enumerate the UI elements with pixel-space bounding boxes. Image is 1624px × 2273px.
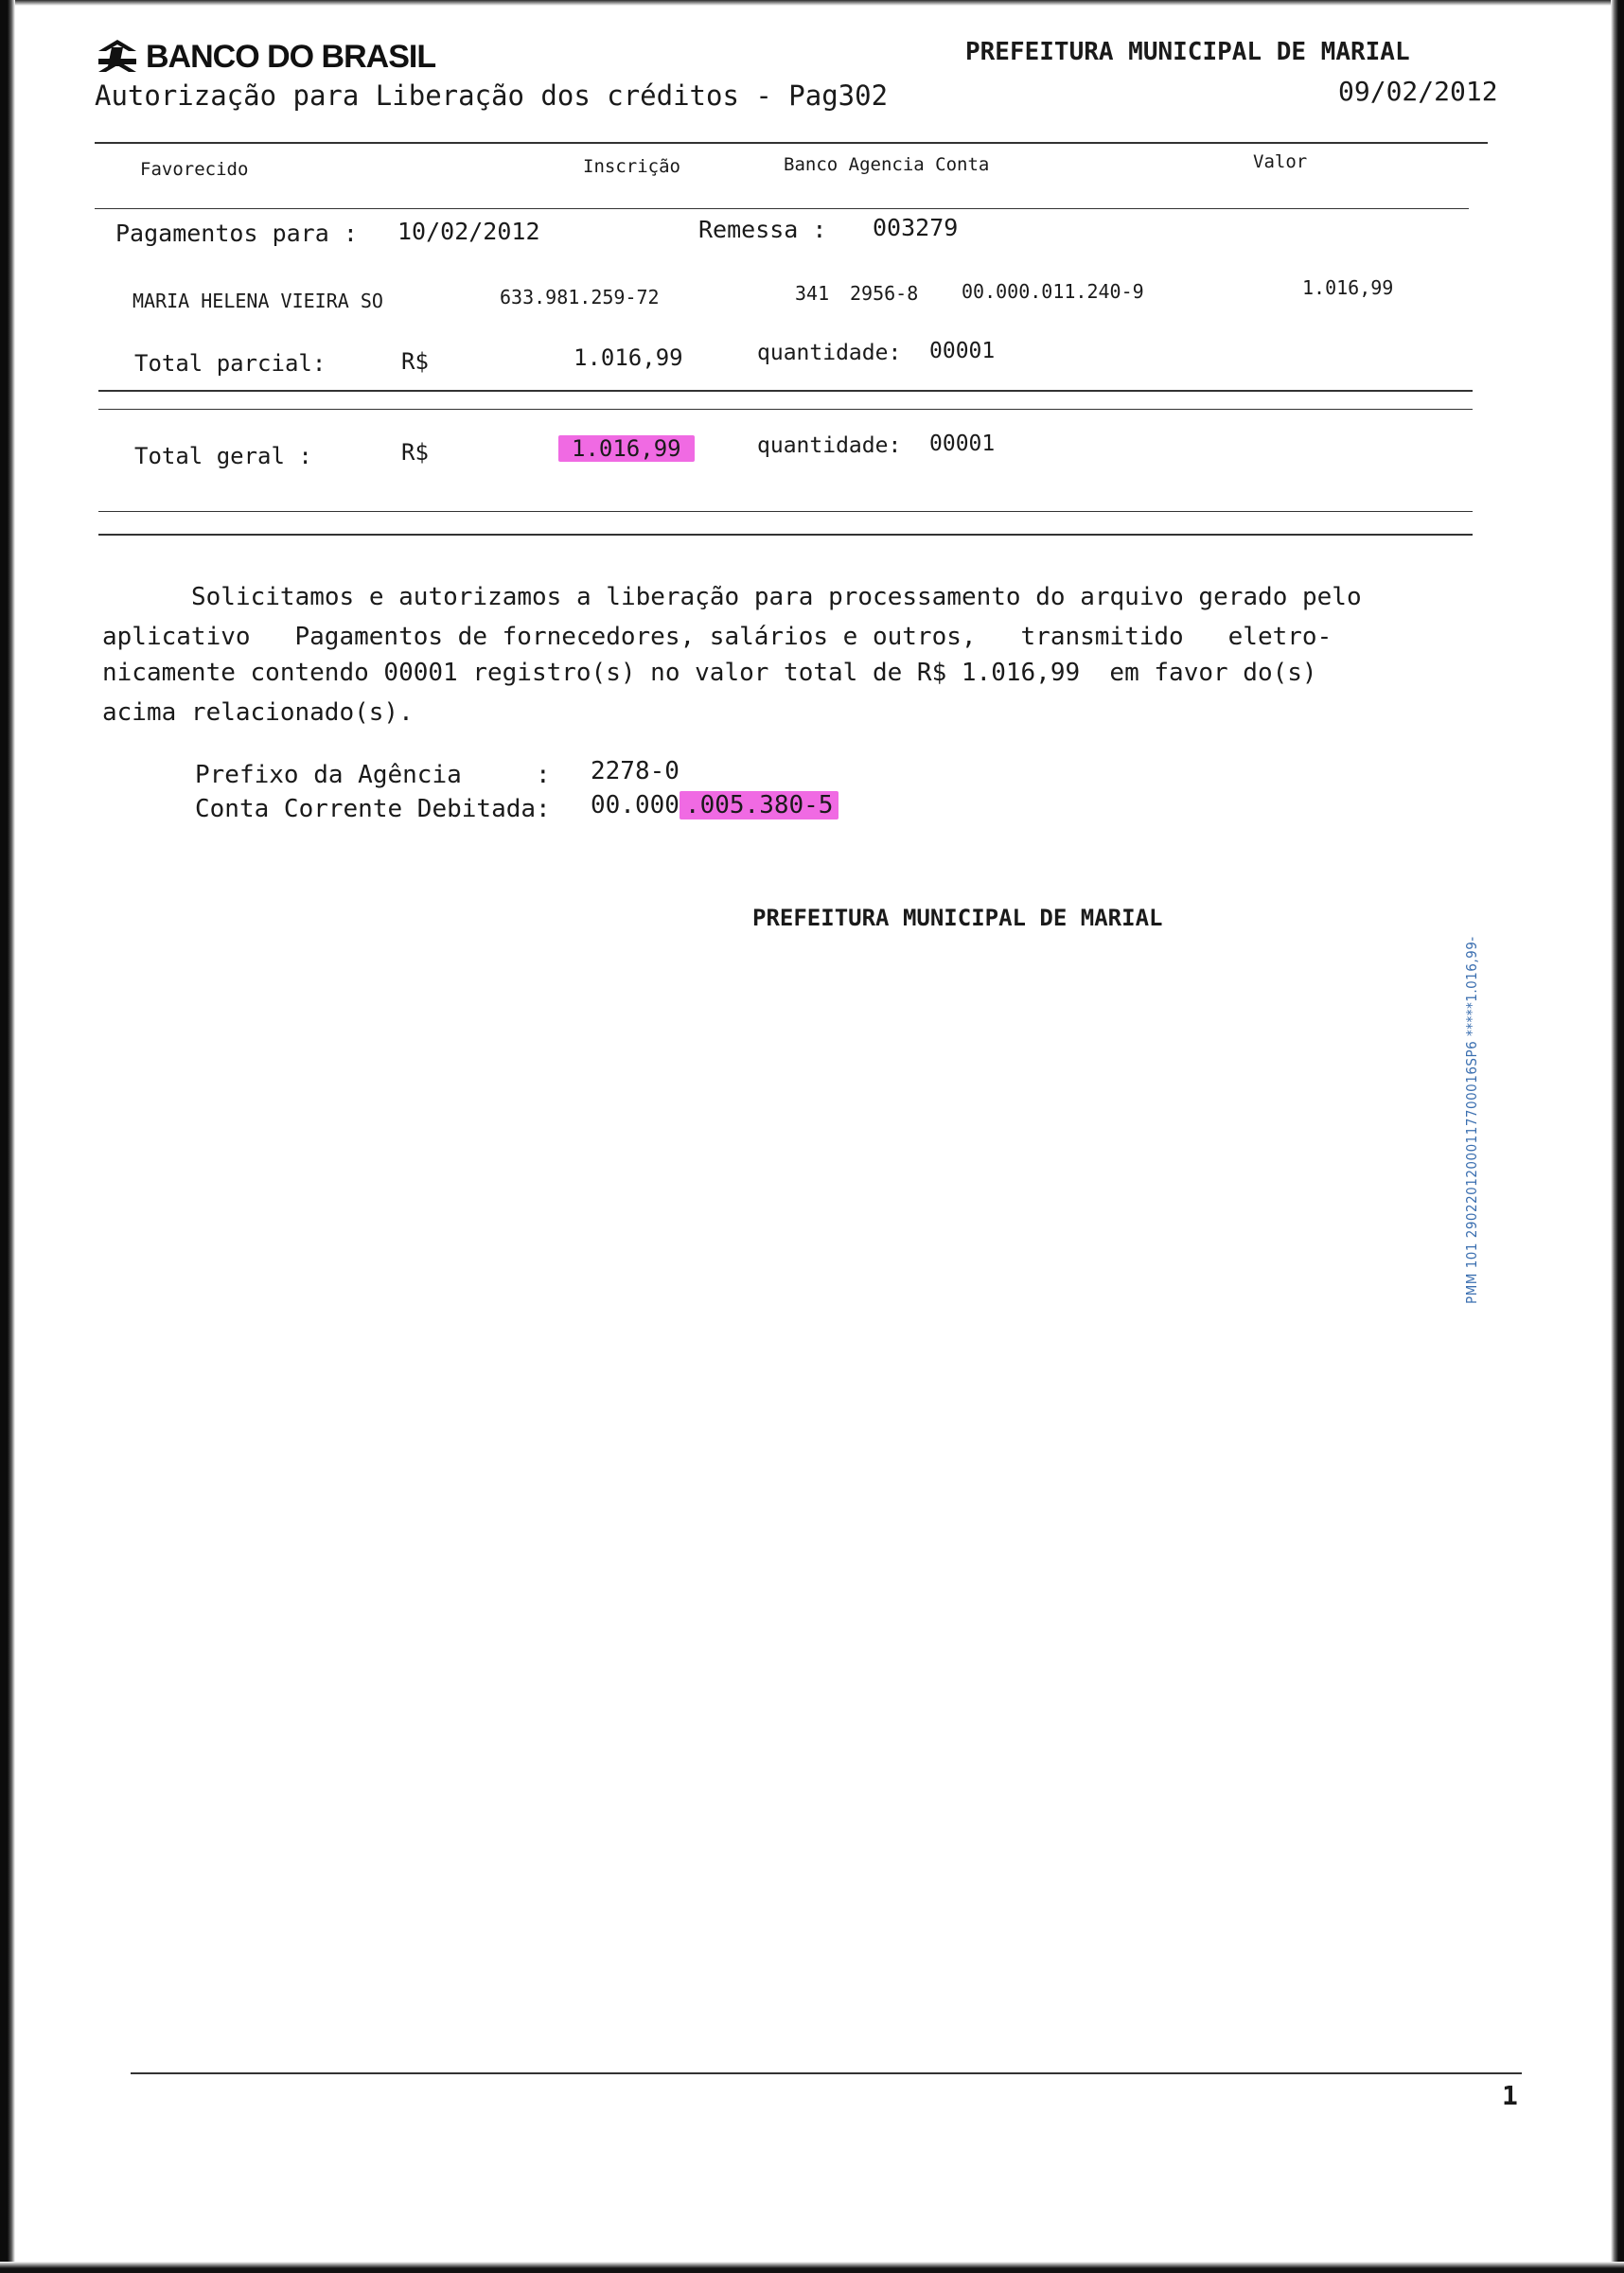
- total-parcial-qty-label: quantidade:: [757, 341, 902, 365]
- row-conta: 00.000.011.240-9: [962, 280, 1144, 303]
- paragraph-line: Solicitamos e autorizamos a liberação para processamento do arquivo gerado pelo: [191, 583, 1362, 611]
- remessa-value: 003279: [873, 214, 959, 241]
- paragraph-line: aplicativo Pagamentos de fornecedores, salários e outros, transmitido eletro-: [102, 623, 1333, 651]
- payments-label: Pagamentos para :: [115, 220, 358, 247]
- col-favorecido: Favorecido: [140, 159, 249, 180]
- agency-prefix-value: 2278-0: [591, 757, 680, 785]
- col-valor: Valor: [1253, 151, 1308, 172]
- total-geral-value: 1.016,99: [558, 435, 695, 462]
- account-value: [591, 791, 838, 819]
- page-number: 1: [1502, 2080, 1518, 2111]
- side-stamp: PMM 101 29022012000117700016SP6 *****1.016,99-: [1463, 936, 1480, 1304]
- total-parcial-label: Total parcial:: [134, 350, 327, 377]
- total-rule: [98, 511, 1473, 512]
- account-value-highlight: .005.380-5: [680, 791, 839, 819]
- paragraph-line: acima relacionado(s).: [102, 698, 414, 727]
- row-valor: 1.016,99: [1302, 276, 1394, 299]
- total-geral-label: Total geral :: [134, 443, 312, 469]
- total-geral-qty-label: quantidade:: [757, 433, 902, 458]
- row-banco: 341: [795, 282, 830, 305]
- total-parcial-value: 1.016,99: [574, 344, 683, 371]
- agency-prefix-label: Prefixo da Agência :: [195, 761, 551, 789]
- document-title: Autorização para Liberação dos créditos - Pag302: [95, 79, 889, 112]
- bank-name: BANCO DO BRASIL: [146, 38, 436, 75]
- total-rule-2: [98, 534, 1473, 536]
- row-agencia: 2956-8: [850, 282, 919, 305]
- scan-edge-bottom: [0, 2262, 1624, 2273]
- total-geral-currency: R$: [401, 439, 429, 466]
- organization-name: PREFEITURA MUNICIPAL DE MARIAL: [965, 38, 1410, 66]
- scan-edge-right: [1611, 0, 1624, 2273]
- document-date: 09/02/2012: [1338, 76, 1498, 107]
- columns-rule: [95, 208, 1469, 209]
- subtotal-rule: [98, 390, 1473, 392]
- signature-organization: PREFEITURA MUNICIPAL DE MARIAL: [752, 905, 1163, 931]
- subtotal-rule-2: [98, 409, 1473, 410]
- col-banco-agencia-conta: Banco Agencia Conta: [784, 154, 990, 175]
- remessa-label: Remessa :: [698, 216, 827, 243]
- payments-date: 10/02/2012: [397, 218, 540, 245]
- scan-edge-left: [0, 0, 15, 2273]
- row-inscricao: 633.981.259-72: [500, 286, 660, 308]
- bank-logo: [95, 38, 435, 76]
- header-rule: [95, 142, 1488, 144]
- bank-logo-icon: [95, 38, 140, 76]
- total-parcial-currency: R$: [401, 348, 429, 375]
- total-parcial-qty: 00001: [929, 339, 996, 363]
- scan-edge-top: [0, 0, 1624, 6]
- paragraph-line: nicamente contendo 00001 registro(s) no valor total de R$ 1.016,99 em favor do(s): [102, 659, 1317, 687]
- account-label: Conta Corrente Debitada:: [195, 795, 551, 823]
- account-value-prefix: 00.000: [591, 791, 680, 819]
- col-inscricao: Inscrição: [583, 156, 680, 177]
- footer-rule: [131, 2072, 1522, 2074]
- total-geral-qty: 00001: [929, 432, 996, 456]
- row-favorecido: MARIA HELENA VIEIRA SO: [132, 290, 383, 312]
